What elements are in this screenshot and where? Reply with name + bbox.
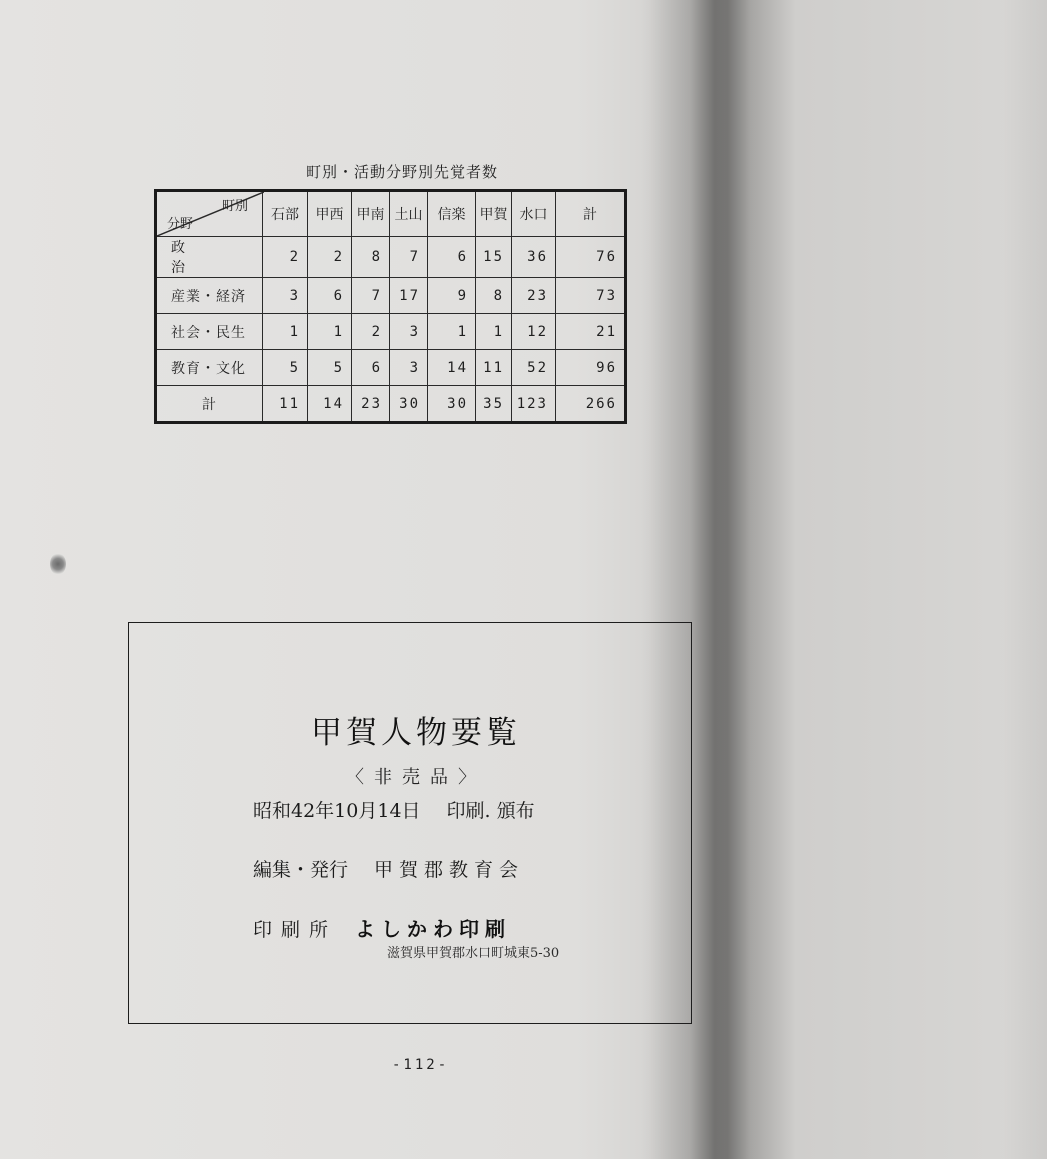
- table-cell: 36: [512, 237, 556, 278]
- table-cell: 17: [390, 278, 428, 314]
- column-header-total: 計: [556, 191, 626, 237]
- printer-line: [253, 913, 511, 942]
- column-header: 水口: [512, 191, 556, 237]
- row-header: 政 治: [156, 237, 263, 278]
- table-caption: 町別・活動分野別先覚者数: [305, 163, 498, 181]
- table-row: [156, 350, 626, 386]
- table-cell: 23: [512, 278, 556, 314]
- table-row: [156, 314, 626, 350]
- column-header: 甲西: [308, 191, 352, 237]
- paper-stain: [50, 553, 66, 575]
- table-total-row: [156, 386, 626, 423]
- table-cell: 5: [263, 350, 308, 386]
- table-cell: 11: [263, 386, 308, 423]
- page-number: -112-: [392, 1057, 450, 1073]
- column-header: 甲南: [352, 191, 390, 237]
- not-for-sale-label: 〈非売品〉: [346, 767, 486, 788]
- table-corner-cell: [156, 191, 263, 237]
- table-cell: 1: [263, 314, 308, 350]
- corner-label-field: 分野: [167, 217, 194, 232]
- table-cell: 7: [352, 278, 390, 314]
- table-cell: 6: [352, 350, 390, 386]
- table-cell: 6: [308, 278, 352, 314]
- colophon-box: [128, 622, 692, 1024]
- printer-label: 印刷所: [253, 919, 338, 941]
- row-header: 産業・経済: [156, 278, 263, 314]
- row-header: 教育・文化: [156, 350, 263, 386]
- table-cell: 14: [428, 350, 476, 386]
- publication-date-line: [253, 796, 535, 823]
- table-cell: 1: [476, 314, 512, 350]
- table-cell: 5: [308, 350, 352, 386]
- pioneers-table: [154, 189, 627, 424]
- column-header: 土山: [390, 191, 428, 237]
- row-header: 社会・民生: [156, 314, 263, 350]
- table-cell: 3: [390, 350, 428, 386]
- table-cell-total: 96: [556, 350, 626, 386]
- table-cell: 9: [428, 278, 476, 314]
- table-row: [156, 278, 626, 314]
- table-cell-total: 21: [556, 314, 626, 350]
- table-cell: 3: [390, 314, 428, 350]
- table-cell-grand-total: 266: [556, 386, 626, 423]
- table-row: [156, 237, 626, 278]
- editor-name: 甲賀郡教育会: [374, 859, 525, 881]
- publication-note: 印刷. 頒布: [446, 800, 535, 822]
- table-cell: 12: [512, 314, 556, 350]
- table-cell: 6: [428, 237, 476, 278]
- table-cell: 15: [476, 237, 512, 278]
- editor-label: 編集・発行: [253, 859, 349, 881]
- table-cell: 7: [390, 237, 428, 278]
- table-cell: 30: [390, 386, 428, 423]
- printer-name: よしかわ印刷: [355, 917, 512, 941]
- table-cell: 1: [428, 314, 476, 350]
- table-cell: 30: [428, 386, 476, 423]
- corner-label-town: 町別: [221, 199, 248, 214]
- row-header-total: 計: [156, 386, 263, 423]
- editor-line: [253, 855, 524, 882]
- table-cell: 14: [308, 386, 352, 423]
- printer-address: 滋賀県甲賀郡水口町城東5-30: [387, 946, 560, 961]
- table-cell: 35: [476, 386, 512, 423]
- table-cell: 8: [352, 237, 390, 278]
- column-header: 信楽: [428, 191, 476, 237]
- table-cell-total: 73: [556, 278, 626, 314]
- table-cell-total: 76: [556, 237, 626, 278]
- table-cell: 1: [308, 314, 352, 350]
- column-header: 石部: [263, 191, 308, 237]
- page-edge-shadow: [1002, 0, 1047, 1159]
- table-cell: 52: [512, 350, 556, 386]
- table-header-row: [156, 191, 626, 237]
- table-cell: 2: [352, 314, 390, 350]
- table-cell: 123: [512, 386, 556, 423]
- table-cell: 8: [476, 278, 512, 314]
- column-header: 甲賀: [476, 191, 512, 237]
- table-cell: 11: [476, 350, 512, 386]
- table-cell: 2: [308, 237, 352, 278]
- table-cell: 2: [263, 237, 308, 278]
- publication-date: 昭和42年10月14日: [253, 800, 421, 822]
- book-title: 甲賀人物要覧: [311, 715, 521, 751]
- table-cell: 3: [263, 278, 308, 314]
- table-cell: 23: [352, 386, 390, 423]
